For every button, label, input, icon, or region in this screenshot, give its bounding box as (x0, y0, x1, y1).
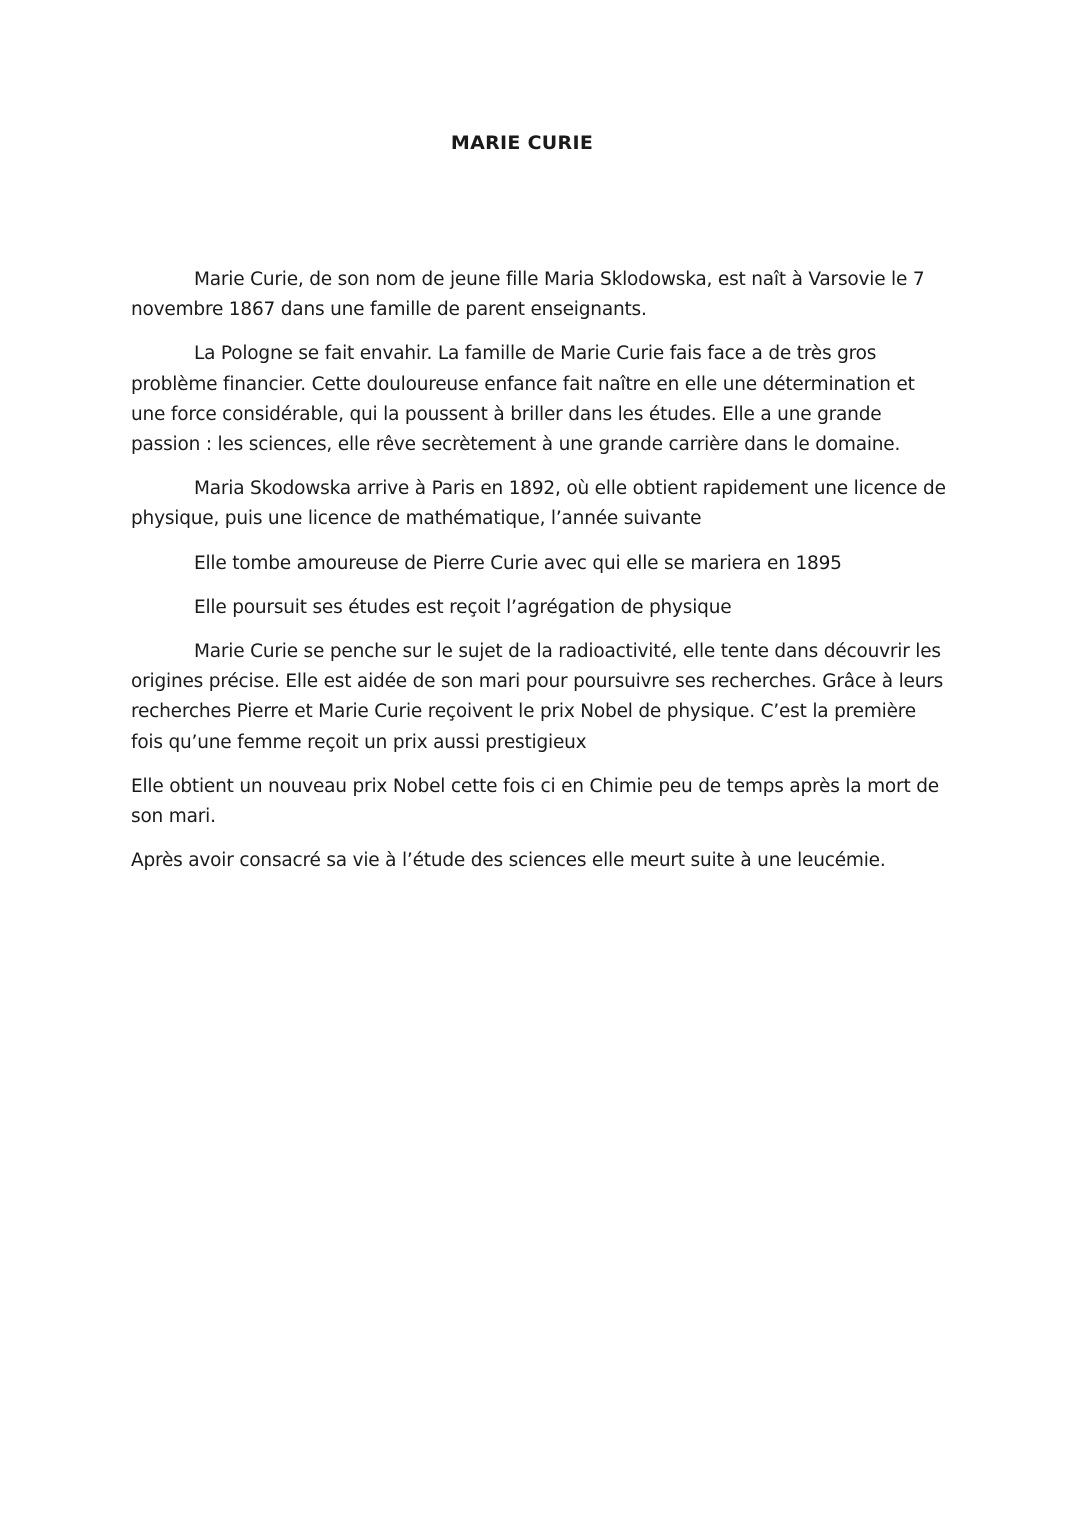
document-body (131, 265, 949, 890)
paragraph-birth: Marie Curie, de son nom de jeune fille Maria Sklodowska, est naît à Varsovie le 7 novembre 1867 dans une famille de parent enseignants. (131, 269, 925, 321)
paragraph-paris: Maria Skodowska arrive à Paris en 1892, où elle obtient rapidement une licence de physique, puis une licence de mathématique, l’année suivante (131, 478, 946, 530)
paragraph-radioactivity: Marie Curie se penche sur le sujet de la radioactivité, elle tente dans découvrir les origines précise. Elle est aidée de son mari pour poursuivre ses recherches. Grâce à leurs recherches Pierre et Marie Curie reçoivent le prix Nobel de physique. C’est la première fois qu’une femme reçoit un prix aussi prestigieux (131, 641, 944, 753)
paragraph-childhood: La Pologne se fait envahir. La famille de Marie Curie fais face a de très gros problème financier. Cette douloureuse enfance fait naître en elle une détermination et une force considérable, qui la poussent à briller dans les études. Elle a une grande passion : les sciences, elle rêve secrètement à une grande carrière dans le domaine. (131, 343, 915, 456)
paragraph-death: Après avoir consacré sa vie à l’étude des sciences elle meurt suite à une leucémie. (131, 850, 886, 872)
paragraph-marriage: Elle tombe amoureuse de Pierre Curie avec qui elle se mariera en 1895 (194, 552, 842, 574)
paragraph-agregation: Elle poursuit ses études est reçoit l’agrégation de physique (194, 596, 732, 618)
paragraph-chemistry-nobel: Elle obtient un nouveau prix Nobel cette fois ci en Chimie peu de temps après la mort de son mari. (131, 775, 939, 828)
document-title: MARIE CURIE (450, 132, 594, 154)
